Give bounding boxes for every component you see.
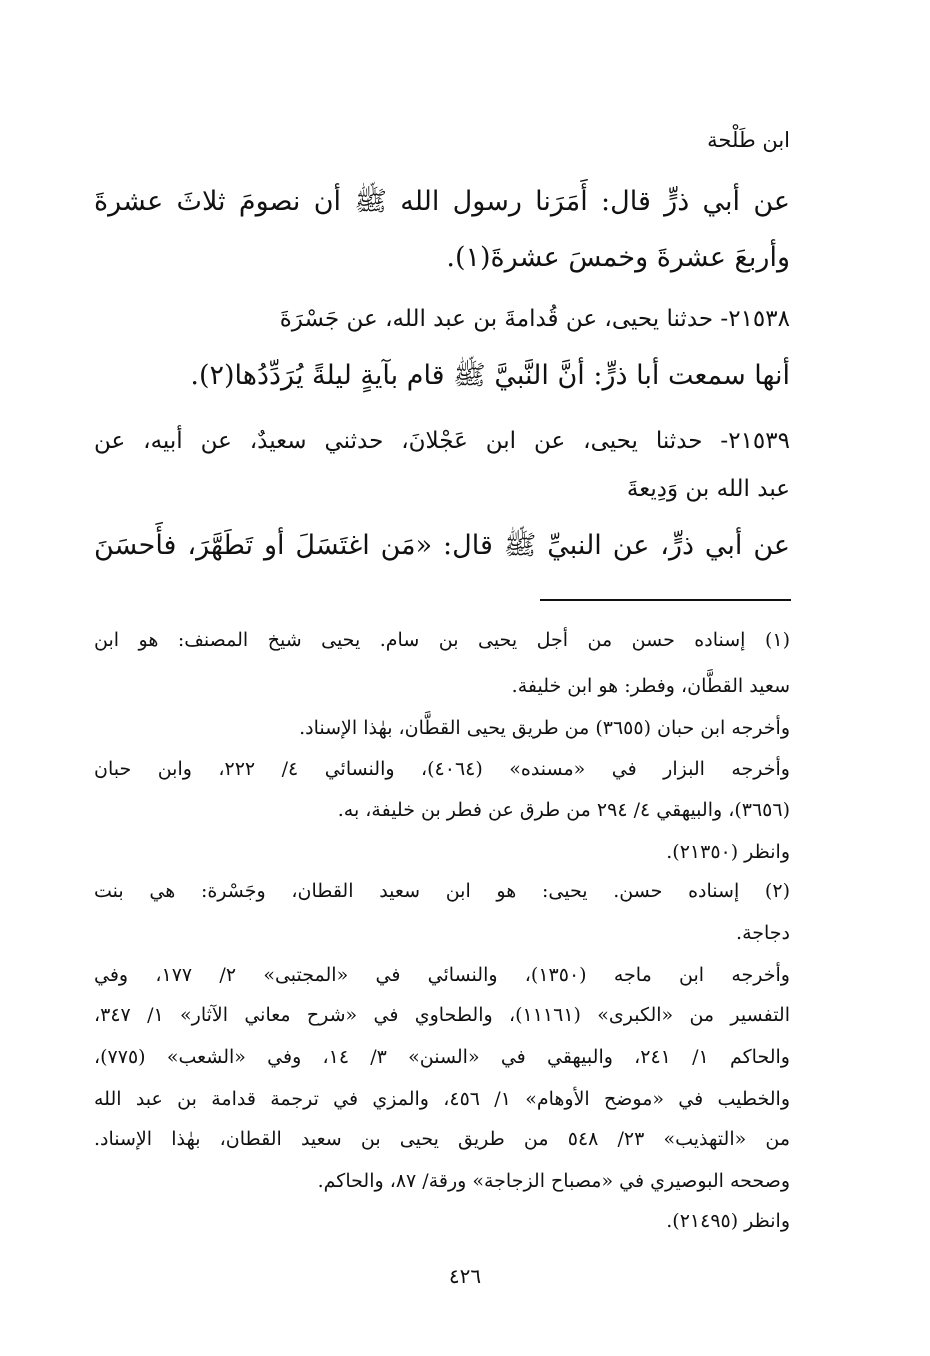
footnote-separator xyxy=(540,599,791,601)
footnote-line: وأخرجه ابن حبان (٣٦٥٥) من طريق يحيى القطَّان، بهٰذا الإسناد. xyxy=(299,717,790,739)
footnote-line: وأخرجه ابن ماجه (١٣٥٠)، والنسائي في «المجتبى» ٢/ ١٧٧، وفي xyxy=(94,964,790,986)
footnote-line: (١) إسناده حسن من أجل يحيى بن سام. يحيى شيخ المصنف: هو ابن xyxy=(94,629,790,651)
footnote-line: سعيد القطَّان، وفطر: هو ابن خليفة. xyxy=(511,675,790,697)
footnote-line: التفسير من «الكبرى» (١١١٦١)، والطحاوي في «شرح معاني الآثار» ١/ ٣٤٧، xyxy=(94,1004,790,1026)
footnote-line: وانظر (٢١٤٩٥). xyxy=(666,1210,790,1232)
page-number: ٤٢٦ xyxy=(448,1264,482,1288)
footnote-line: وانظر (٢١٣٥٠). xyxy=(666,841,790,863)
hadith-chain-line: ٢١٥٣٨- حدثنا يحيى، عن قُدامةَ بن عبد الله، عن جَسْرَةَ xyxy=(279,306,790,332)
hadith-chain-line: ٢١٥٣٩- حدثنا يحيى، عن ابن عَجْلانَ، حدثني سعيدٌ، عن أبيه، عن xyxy=(94,428,790,454)
footnote-line: وأخرجه البزار في «مسنده» (٤٠٦٤)، والنسائي ٤/ ٢٢٢، وابن حبان xyxy=(94,758,790,780)
hadith-text-line: وأربعَ عشرةَ وخمسَ عشرةَ(١). xyxy=(446,242,790,273)
footnote-line: (٢) إسناده حسن. يحيى: هو ابن سعيد القطان، وجَسْرة: هي بنت xyxy=(94,880,790,902)
footnote-line: والحاكم ١/ ٢٤١، والبيهقي في «السنن» ٣/ ١٤، وفي «الشعب» (٧٧٥)، xyxy=(94,1046,790,1068)
footnote-line: من «التهذيب» ٢٣/ ٥٤٨ من طريق يحيى بن سعيد القطان، بهٰذا الإسناد. xyxy=(94,1128,791,1150)
hadith-text-line: عن أبي ذرٍّ، عن النبيِّ ﷺ قال: «مَن اغتَسَلَ أو تَطَهَّرَ، فأَحسَنَ xyxy=(94,530,790,561)
hadith-text-line: عن أبي ذرٍّ قال: أَمَرَنا رسول الله ﷺ أن نصومَ ثلاثَ عشرةَ xyxy=(94,186,790,217)
footnote-line: (٣٦٥٦)، والبيهقي ٤/ ٢٩٤ من طرق عن فطر بن خليفة، به. xyxy=(337,799,790,821)
footnote-line: وصححه البوصيري في «مصباح الزجاجة» ورقة/ ٨٧، والحاكم. xyxy=(317,1170,790,1192)
hadith-chain-line: عبد الله بن وَدِيعةَ xyxy=(626,476,790,502)
hadith-text-line: أنها سمعت أبا ذرٍّ: أنَّ النَّبيَّ ﷺ قام بآيةٍ ليلةً يُرَدِّدُها(٢). xyxy=(190,360,790,391)
footnote-line: والخطيب في «موضح الأوهام» ١/ ٤٥٦، والمزي في ترجمة قدامة بن عبد الله xyxy=(94,1088,790,1110)
footnote-line: دجاجة. xyxy=(736,922,790,944)
running-header: ابن طَلْحة xyxy=(707,128,790,152)
